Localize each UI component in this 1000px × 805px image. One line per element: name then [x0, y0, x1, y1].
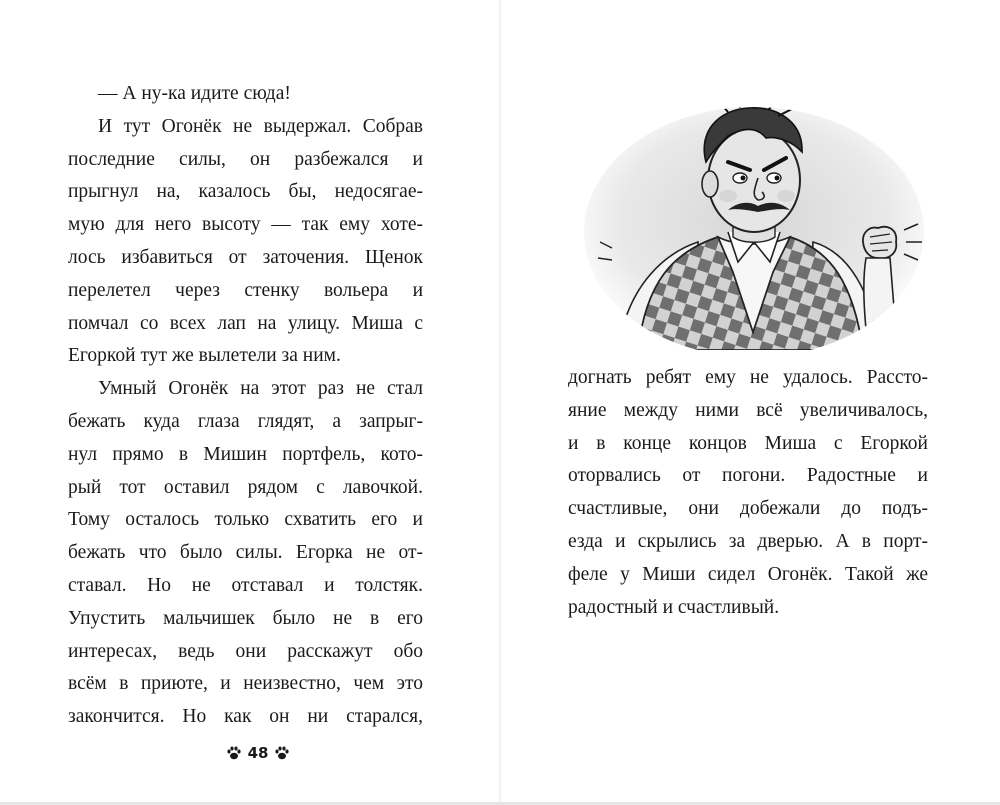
text-line: помчал со всех лап на улицу. Миша с — [68, 312, 423, 334]
text-line: счастливые, они добежали до подъ- — [568, 498, 928, 520]
text-line: интересах, ведь они расскажут обо — [68, 640, 423, 662]
text-line: И тут Огонёк не выдержал. Собрав — [98, 115, 423, 137]
text-line: Умный Огонёк на этот раз не стал — [98, 378, 423, 400]
page-fold — [498, 0, 502, 805]
text-line: — А ну-ка идите сюда! — [98, 83, 291, 104]
text-line: лось избавиться от заточения. Щенок — [68, 246, 423, 268]
text-line: ставал. Но не отставал и толстяк. — [68, 574, 423, 596]
text-line: последние силы, он разбежался и — [68, 148, 423, 170]
text-line: радостный и счастливый. — [568, 596, 780, 618]
text-line: Тому осталось только схватить его и — [68, 509, 423, 531]
text-line: догнать ребят ему не удалось. Рассто- — [568, 367, 928, 388]
text-line: всём в приюте, и неизвестно, чем это — [68, 673, 423, 695]
text-line: рый тот оставил рядом с лавочкой. — [68, 476, 423, 498]
page-number: 48 — [247, 744, 269, 762]
text-line: оторвались от погони. Радостные и — [568, 465, 928, 487]
right-page-text — [568, 362, 928, 624]
text-line: езда и скрылись за дверью. А в порт- — [568, 530, 928, 552]
paw-icon — [226, 745, 242, 761]
text-line: прыгнул на, казалось бы, недосягае- — [68, 181, 423, 203]
text-line: мую для него высоту — так ему хоте- — [68, 214, 423, 236]
text-line: Упустить мальчишек было не в его — [68, 607, 423, 629]
angry-man-illustration — [578, 92, 930, 350]
text-line: феле у Миши сидел Огонёк. Такой же — [568, 563, 928, 585]
text-line: яние между ними всё увеличивалось, — [568, 399, 928, 421]
page-footer — [218, 742, 298, 764]
text-line: Егоркой тут же вылетели за ним. — [68, 345, 341, 367]
text-line: бежать куда глаза глядят, а запрыг- — [68, 410, 423, 432]
text-line: нул прямо в Мишин портфель, кото- — [68, 443, 423, 465]
text-line: закончится. Но как он ни старался, — [68, 706, 423, 728]
text-line: бежать что было силы. Егорка не от- — [68, 542, 423, 564]
left-page-text — [68, 78, 423, 734]
paw-icon — [274, 745, 290, 761]
text-line: перелетел через стенку вольера и — [68, 279, 423, 301]
text-line: и в конце концов Миша с Егоркой — [568, 432, 928, 454]
